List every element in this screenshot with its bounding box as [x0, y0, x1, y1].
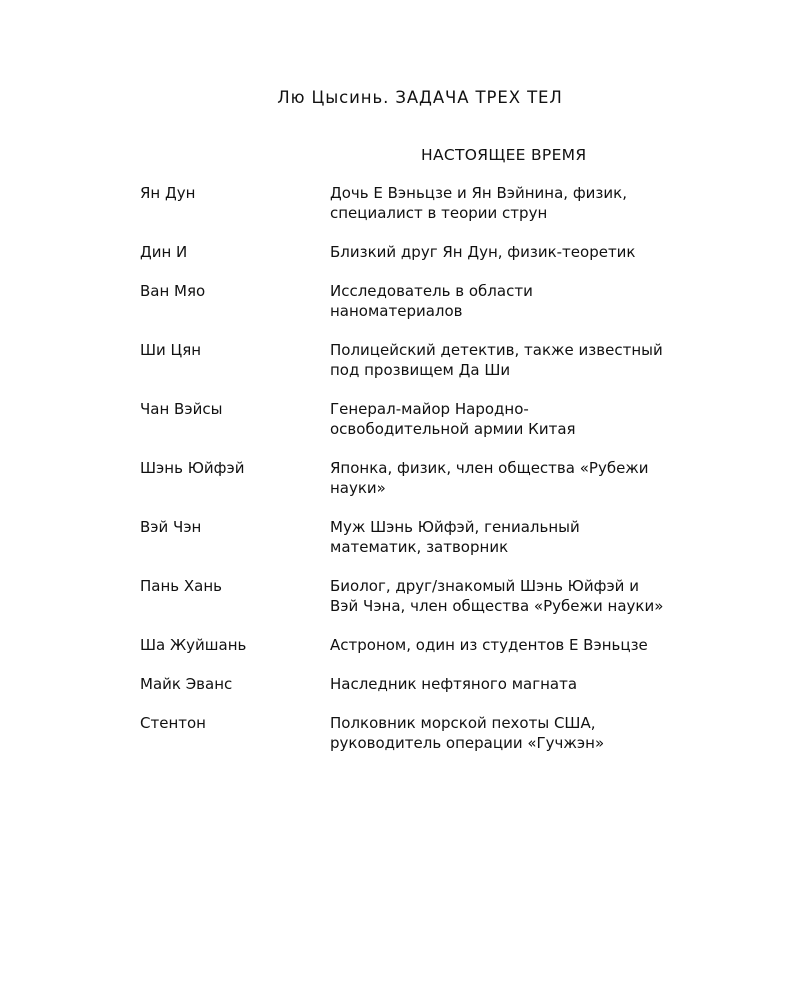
character-name: Майк Эванс: [140, 675, 233, 693]
character-row: [140, 517, 720, 557]
character-name: Дин И: [140, 243, 188, 261]
character-name: Ван Мяо: [140, 282, 206, 300]
character-row: [140, 281, 720, 321]
character-description: Биолог, друг/знакомый Шэнь Юйфэй и Вэй Чэна, член общества «Рубежи науки»: [330, 577, 664, 615]
character-row: [140, 674, 720, 694]
character-description: Японка, физик, член общества «Рубежи науки»: [330, 459, 649, 497]
character-name: Вэй Чэн: [140, 518, 202, 536]
character-description: Наследник нефтяного магната: [330, 675, 578, 693]
character-description: Астроном, один из студентов Е Вэньцзе: [330, 636, 648, 654]
character-name: Ша Жуйшань: [140, 636, 247, 654]
character-row: [140, 183, 720, 223]
character-row: [140, 399, 720, 439]
character-description: Муж Шэнь Юйфэй, гениальный математик, затворник: [330, 518, 580, 556]
character-name: Ши Цян: [140, 341, 202, 359]
character-row: [140, 458, 720, 498]
character-list: [140, 183, 720, 772]
character-description: Полковник морской пехоты США, руководитель операции «Гучжэн»: [330, 714, 605, 752]
character-name: Чан Вэйсы: [140, 400, 223, 418]
character-row: [140, 713, 720, 753]
character-name: Ян Дун: [140, 184, 196, 202]
character-row: [140, 242, 720, 262]
section-title: НАСТОЯЩЕЕ ВРЕМЯ: [421, 146, 587, 164]
character-description: Генерал-майор Народно- освободительной армии Китая: [330, 400, 576, 438]
character-name: Шэнь Юйфэй: [140, 459, 245, 477]
character-name: Стентон: [140, 714, 206, 732]
character-description: Дочь Е Вэньцзе и Ян Вэйнина, физик, специалист в теории струн: [330, 184, 627, 222]
character-description: Полицейский детектив, также известный под прозвищем Да Ши: [330, 341, 663, 379]
character-description: Близкий друг Ян Дун, физик-теоретик: [330, 243, 636, 261]
character-name: Пань Хань: [140, 577, 223, 595]
character-row: [140, 635, 720, 655]
character-description: Исследователь в области наноматериалов: [330, 282, 533, 320]
character-row: [140, 340, 720, 380]
character-row: [140, 576, 720, 616]
running-head: Лю Цысинь. ЗАДАЧА ТРЕХ ТЕЛ: [277, 88, 563, 107]
